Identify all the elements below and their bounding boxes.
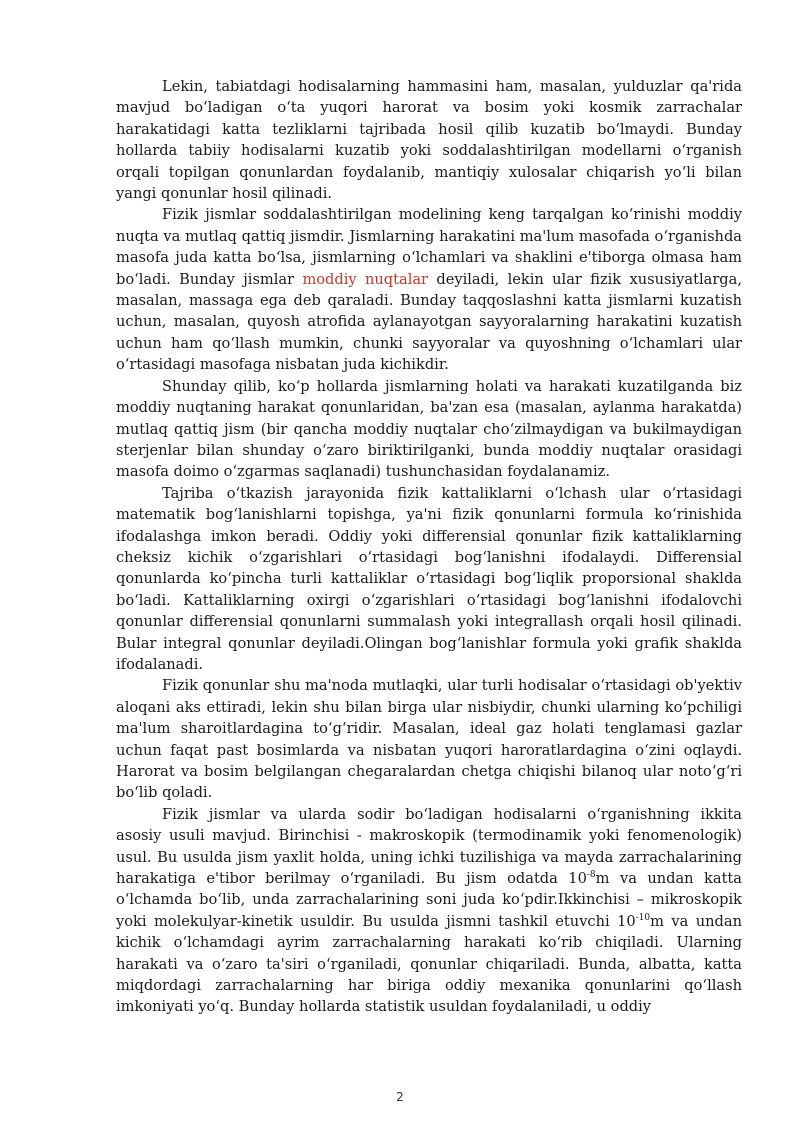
exponent-2: -10 — [635, 912, 651, 923]
document-body — [116, 76, 742, 1018]
highlighted-term: moddiy nuqtalar — [302, 270, 429, 288]
paragraph-6 — [116, 804, 742, 1018]
paragraph-4: Tajriba o‘tkazish jarayonida fizik kattaliklarni o‘lchash ular o‘rtasidagi matematik bog‘lanishlarni topishga, ya'ni fizik qonunlarni formula ko‘rinishida ifodalashga imkon beradi. Oddiy yoki differensial qonunlar fizik kattaliklarning cheksiz kichik o‘zgarishlari o‘rtasidagi bog‘lanishni ifodalaydi. Differensial qonunlarda ko‘pincha turli kattaliklar o‘rtasidagi bog‘liqlik proporsional shaklda bo‘ladi. Kattaliklarning oxirgi o‘zgarishlari o‘rtasidagi bog‘lanishni ifodalovchi qonunlar differensial qonunlarni summalash yoki integrallash orqali hosil qilinadi. Bular integral qonunlar deyiladi.Olingan bog‘lanishlar formula yoki grafik shaklda ifodalanadi. — [116, 484, 742, 673]
paragraph-6-text-c: m va undan kichik o‘lchamdagi ayrim zarrachalarning harakati ko‘rib chiqiladi. Ularning harakati va o‘zaro ta'siri o‘rganiladi, qonunlar chiqariladi. Bunda, albatta, katta miqdordagi zarrachalarning har biriga oddiy mexanika qonunlarini qo‘llash imkoniyati yo‘q. Bunday hollarda statistik usuldan foydalaniladi, u oddiy — [116, 912, 742, 1016]
paragraph-6-text-a: Fizik jismlar va ularda sodir bo‘ladigan hodisalarni o‘rganishning ikkita asosiy usuli mavjud. Birinchisi - makroskopik (termodinamik yoki fenomenologik) usul. Bu usulda jism yaxlit holda, uning ichki tuzilishiga va mayda zarrachalarining harakatiga e'tibor berilmay o‘rganiladi. Bu jism odatda 10 — [116, 805, 742, 888]
exponent-1: -8 — [586, 870, 596, 881]
paragraph-2 — [116, 204, 742, 375]
paragraph-2-text-a: Fizik jismlar soddalashtirilgan modelining keng tarqalgan ko‘rinishi moddiy nuqta va mutlaq qattiq jismdir. Jismlarning harakatini ma'lum masofada o‘rganishda masofa juda katta bo‘lsa, jismlarning o‘lchamlari va shaklini e'tiborga olmasa ham bo‘ladi. Bunday jismlar — [116, 206, 742, 288]
paragraph-2-text-b: deyiladi, lekin ular fizik xususiyatlarga, masalan, massaga ega deb qaraladi. Bunday taqqoslashni katta jismlarni kuzatish uchun, masalan, quyosh atrofida aylanayotgan sayyoralarning harakatini kuzatish uchun ham qo‘llash mumkin, chunki sayyoralar va quyoshning o‘lchamlari ular o‘rtasidagi masofaga nisbatan juda kichikdir. — [116, 270, 742, 374]
page-number: 2 — [396, 1090, 404, 1104]
paragraph-5: Fizik qonunlar shu ma'noda mutlaqki, ular turli hodisalar o‘rtasidagi ob'yektiv aloqani aks ettiradi, lekin shu bilan birga ular nisbiydir, chunki ularning ko‘pchiligi ma'lum sharoitlardagina to‘g‘ridir. Masalan, ideal gaz holati tenglamasi gazlar uchun faqat past bosimlarda va nisbatan yuqori haroratlardagina o‘zini oqlaydi. Harorat va bosim belgilangan chegaralardan chetga chiqishi bilanoq ular noto‘g‘ri bo‘lib qoladi. — [116, 677, 742, 802]
paragraph-1: Lekin, tabiatdagi hodisalarning hammasini ham, masalan, yulduzlar qa'rida mavjud bo‘ladigan o‘ta yuqori harorat va bosim yoki kosmik zarrachalar harakatidagi katta tezliklarni tajribada hosil qilib kuzatib bo‘lmaydi. Bunday hollarda tabiiy hodisalarni kuzatib yoki soddalashtirilgan modellarni o‘rganish orqali topilgan qonunlardan foydalanib, mantiqiy xulosalar chiqarish yo‘li bilan yangi qonunlar hosil qilinadi. — [116, 78, 742, 203]
paragraph-3: Shunday qilib, ko‘p hollarda jismlarning holati va harakati kuzatilganda biz moddiy nuqtaning harakat qonunlaridan, ba'zan esa (masalan, aylanma harakatda) mutlaq qattiq jism (bir qancha moddiy nuqtalar cho‘zilmaydigan va bukilmaydigan sterjenlar bilan shunday o‘zaro biriktirilganki, bunda moddiy nuqtalar orasidagi masofa doimo o‘zgarmas saqlanadi) tushunchasidan foydalanamiz. — [116, 377, 742, 481]
paragraph-6-text-b: m va undan katta o‘lchamda bo‘lib, unda zarrachalarining soni juda ko‘pdir.Ikkinchisi – mikroskopik yoki molekulyar-kinetik usuldir. Bu usulda jismni tashkil etuvchi 10 — [116, 870, 742, 930]
